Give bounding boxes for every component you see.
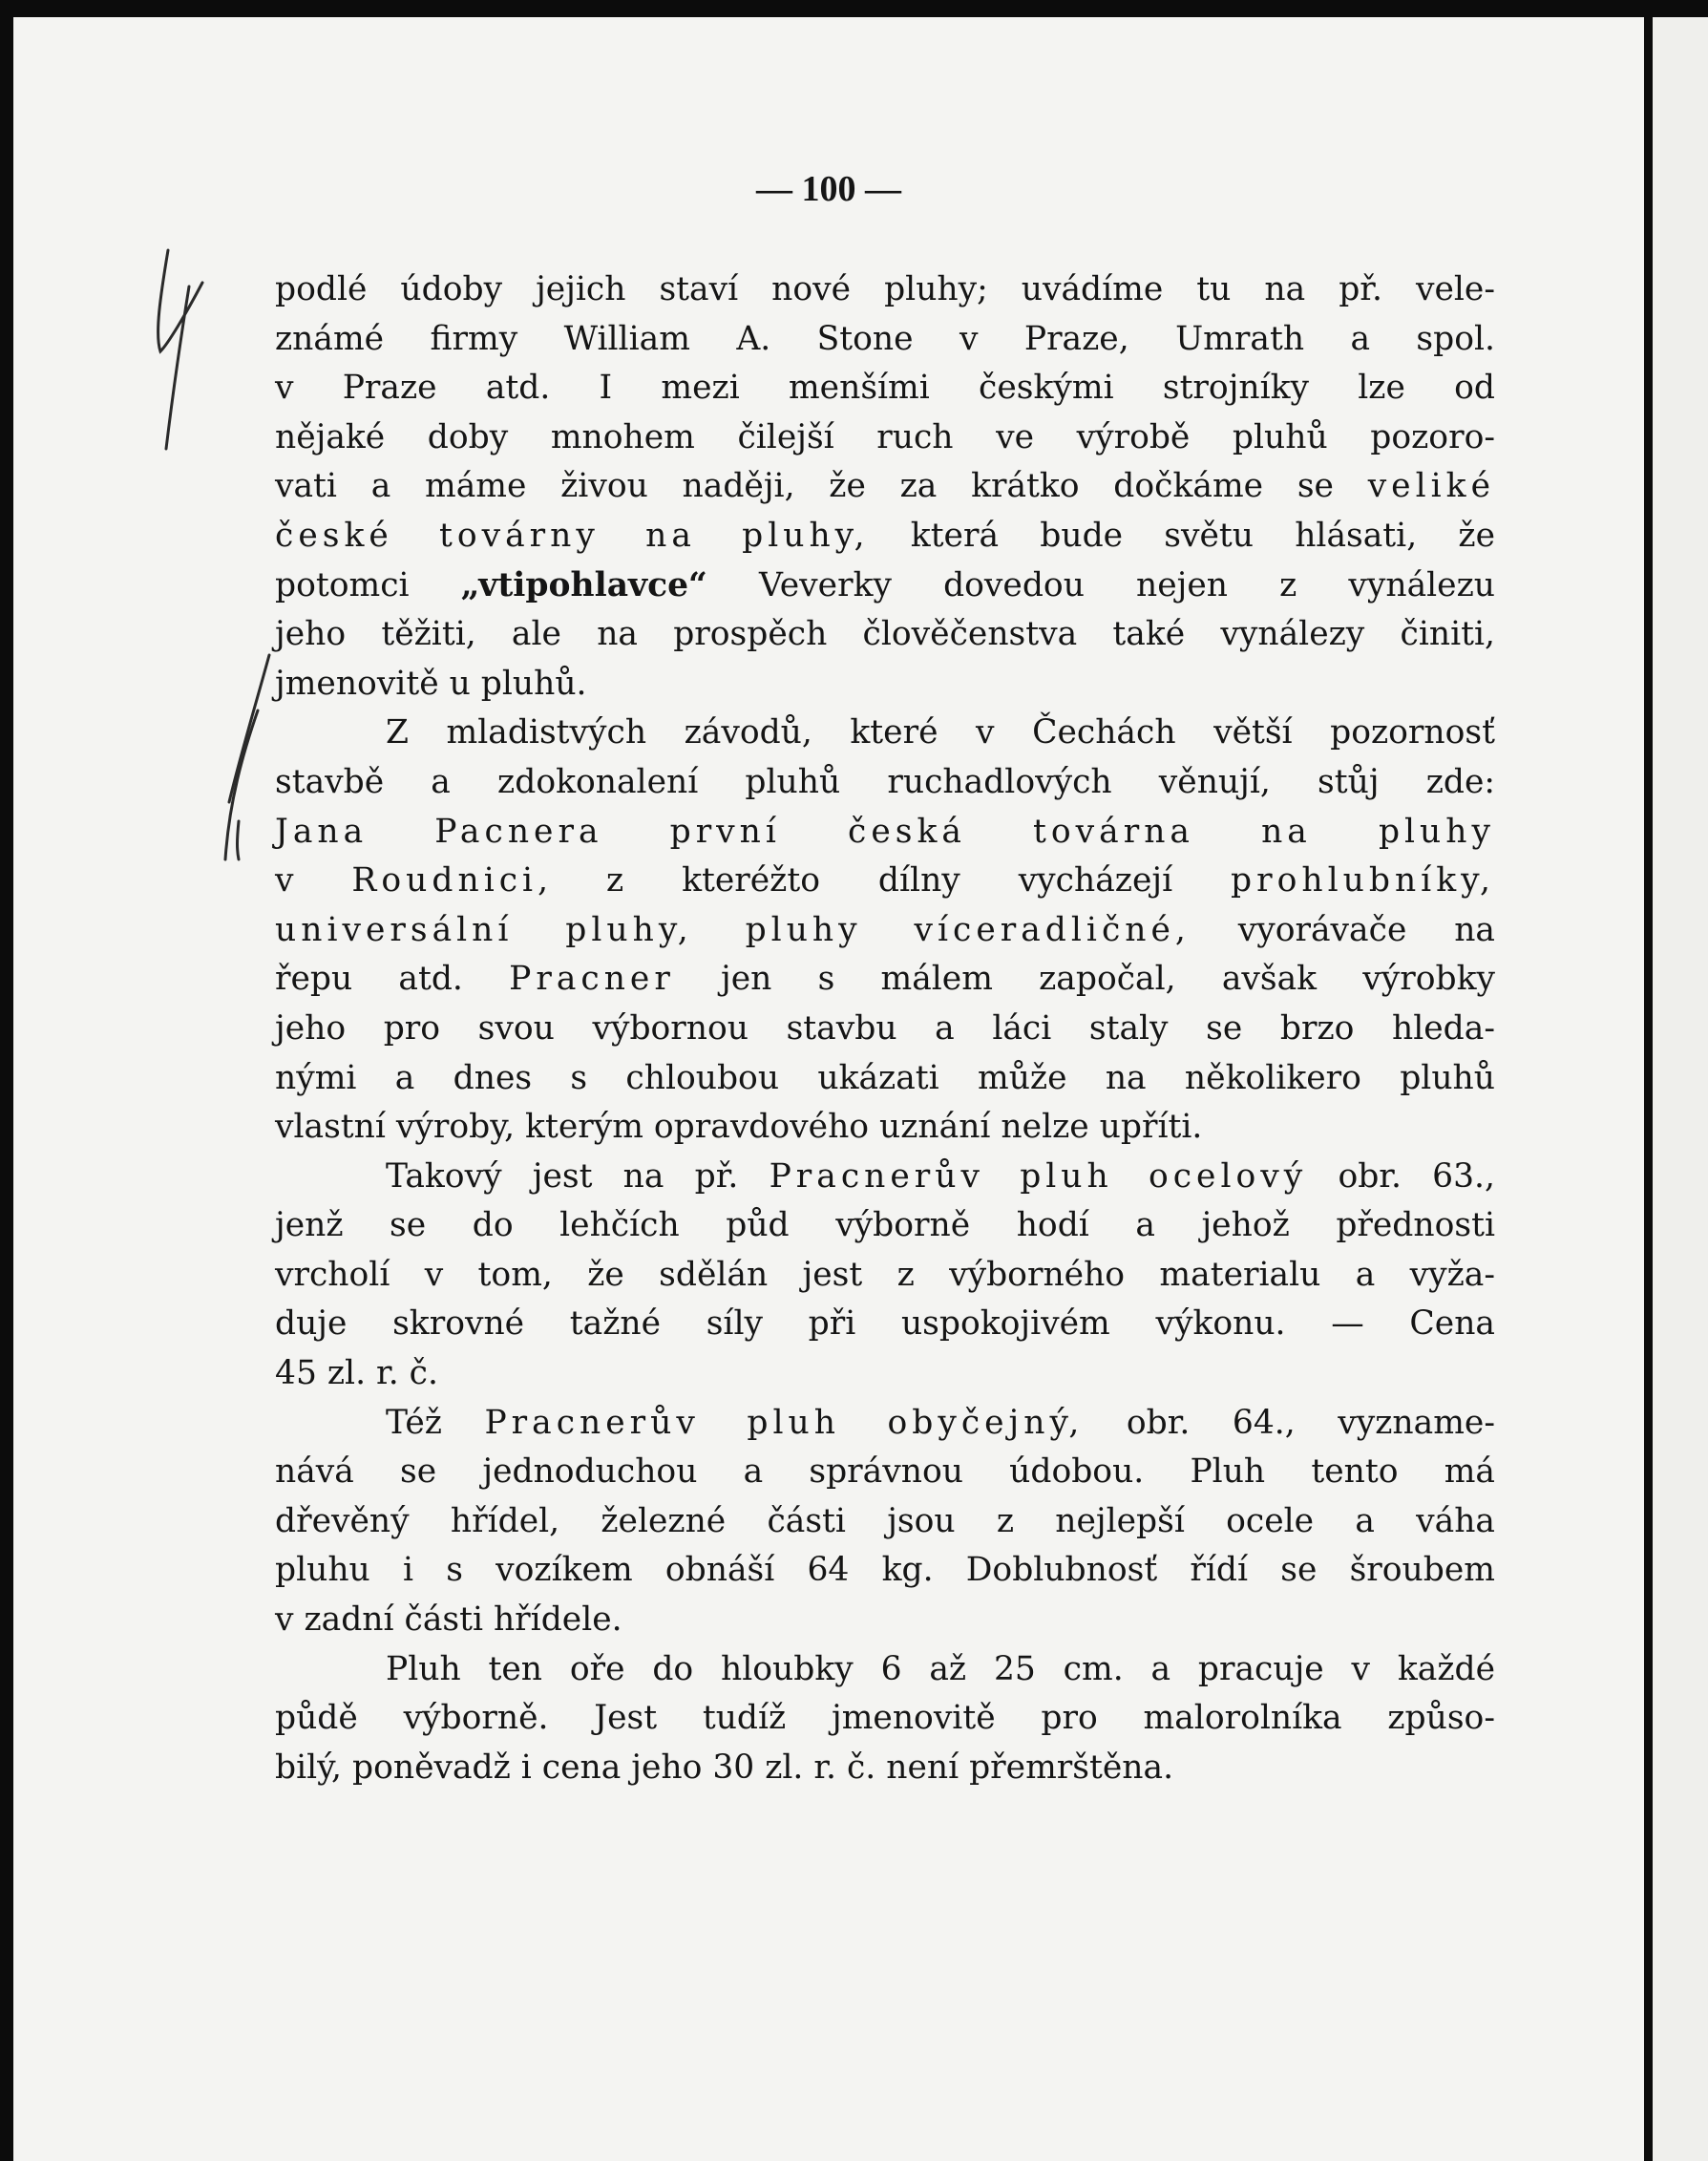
text-line-10: Z mladistvých závodů, které v Čechách větší pozornosť	[386, 713, 1495, 752]
spaced-emphasis: Pracnerův pluh ocelový	[769, 1156, 1308, 1196]
page-number: — 100 —	[756, 169, 901, 209]
text-line-23: 45 zl. r. č.	[275, 1354, 438, 1393]
spaced-emphasis: veliké	[1367, 467, 1495, 506]
text-line-21: vrcholí v tom, že sdělán jest z výborného materialu a vyža-	[275, 1255, 1495, 1294]
text-line-18: vlastní výroby, kterým opravdového uznání nelze upříti.	[275, 1108, 1203, 1147]
text-line-4: nějaké doby mnohem čilejší ruch ve výrobě pluhů pozoro-	[275, 417, 1495, 456]
text-line-16: jeho pro svou výbornou stavbu a láci staly se brzo hleda-	[275, 1008, 1495, 1048]
text-line-24: Též Pracnerův pluh obyčejný, obr. 64., vyzname-	[386, 1403, 1495, 1442]
text-line-9: jmenovitě u pluhů.	[275, 664, 587, 703]
text-line-15: řepu atd. Pracner jen s málem započal, avšak výrobky	[275, 960, 1495, 999]
spaced-emphasis: Roudnici	[351, 861, 538, 900]
page-edge-shadow	[1644, 17, 1653, 2161]
text-line-31: bilý, poněvadž i cena jeho 30 zl. r. č. není přemrštěna.	[275, 1748, 1174, 1787]
spaced-emphasis: universální pluhy, pluhy víceradličné,	[275, 910, 1191, 949]
text-line-8: jeho těžiti, ale na prospěch člověčenstva také vynálezy činiti,	[275, 615, 1495, 654]
spaced-emphasis: Pracner	[509, 960, 675, 999]
book-page	[13, 17, 1644, 2161]
text-line-2: známé firmy William A. Stone v Praze, Umrath a spol.	[275, 319, 1495, 358]
text-line-17: nými a dnes s chloubou ukázati může na několikero pluhů	[275, 1058, 1495, 1097]
text-line-7: potomci „vtipohlavce“ Veverky dovedou nejen z vynálezu	[275, 565, 1495, 604]
text-line-12	[275, 808, 1495, 858]
text-line-27: pluhu i s vozíkem obnáší 64 kg. Doblubnosť řídí se šroubem	[275, 1551, 1495, 1590]
spaced-emphasis: Jana Pacnera první česká továrna na pluhy	[275, 812, 1495, 851]
text-line-14: universální pluhy, pluhy víceradličné, vyorávače na	[275, 910, 1495, 949]
text-line-3: v Praze atd. I mezi menšími českými strojníky lze od	[275, 369, 1495, 408]
spaced-emphasis: prohlubníky,	[1231, 861, 1495, 900]
text-line-19: Takový jest na př. Pracnerův pluh ocelový obr. 63.,	[386, 1156, 1495, 1196]
body-text	[275, 265, 1495, 1792]
text-line-11: stavbě a zdokonalení pluhů ruchadlových věnují, stůj zde:	[275, 762, 1495, 801]
text-line-29: Pluh ten oře do hloubky 6 až 25 cm. a pracuje v každé	[386, 1649, 1495, 1688]
spaced-emphasis: Pracnerův pluh obyčejný,	[484, 1403, 1085, 1442]
adjacent-page-strip	[1653, 17, 1708, 2161]
bold-emphasis: „vtipohlavce“	[460, 565, 707, 604]
text-line-25: nává se jednoduchou a správnou údobou. Pluh tento má	[275, 1452, 1495, 1492]
text-line-30: půdě výborně. Jest tudíž jmenovitě pro malorolníka způso-	[275, 1699, 1495, 1738]
text-line-5: vati a máme živou naději, že za krátko dočkáme se veliké	[275, 467, 1495, 506]
text-line-13: v Roudnici, z kteréžto dílny vycházejí prohlubníky,	[275, 861, 1495, 900]
text-line-6: české továrny na pluhy, která bude světu hlásati, že	[275, 516, 1495, 555]
text-line-28: v zadní části hřídele.	[275, 1600, 622, 1640]
spaced-emphasis: české továrny na pluhy,	[275, 516, 870, 555]
text-line-20: jenž se do lehčích půd výborně hodí a jehož přednosti	[275, 1206, 1495, 1245]
text-line-22: duje skrovné tažné síly při uspokojivém výkonu. — Cena	[275, 1304, 1495, 1344]
text-line-26: dřevěný hřídel, železné části jsou z nejlepší ocele a váha	[275, 1501, 1495, 1540]
text-line-1: podlé údoby jejich staví nové pluhy; uvádíme tu na př. vele-	[275, 270, 1495, 308]
